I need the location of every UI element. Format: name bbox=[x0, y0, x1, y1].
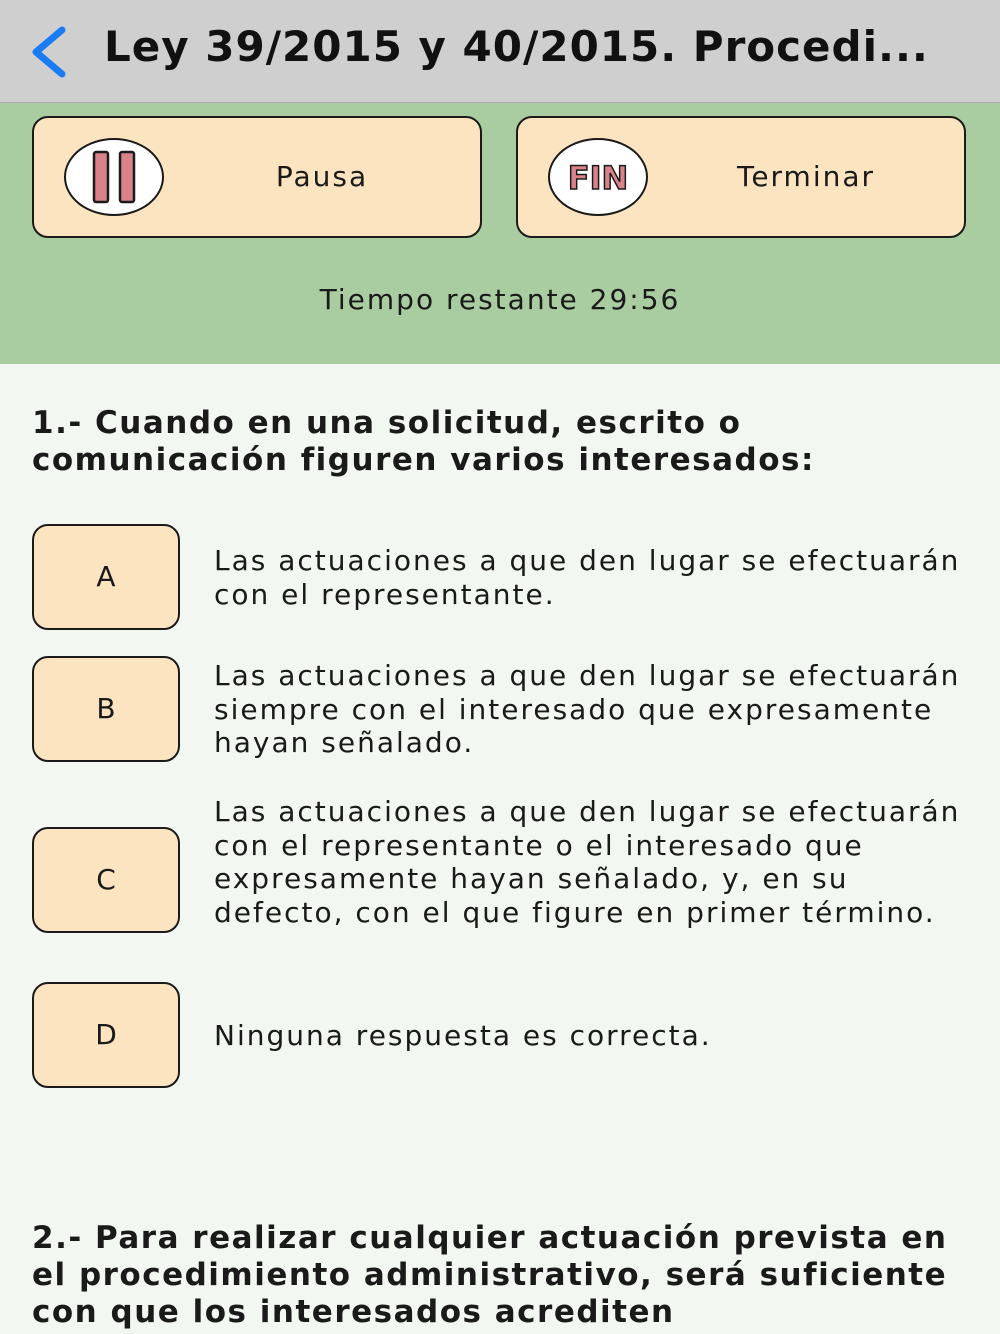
pause-icon bbox=[64, 138, 164, 216]
option-b-button[interactable]: B bbox=[32, 656, 180, 762]
nav-bar bbox=[0, 0, 1000, 103]
page-title: Ley 39/2015 y 40/2015. Procedi... bbox=[104, 22, 929, 71]
option-a-text: Las actuaciones a que den lugar se efectuarán con el representante. bbox=[214, 544, 961, 611]
pause-label: Pausa bbox=[275, 160, 369, 193]
option-c-button[interactable]: C bbox=[32, 827, 180, 933]
option-c-text: Las actuaciones a que den lugar se efectuarán con el representante o el interesado que expresamente hayan señalado, y, en su defecto, con el que figure en primer término. bbox=[214, 795, 961, 929]
question-title: 2.- Para realizar cualquier actuación prevista en el procedimiento administrativo, será suficiente con que los interesados acrediten bbox=[32, 1220, 948, 1330]
finish-button[interactable] bbox=[516, 116, 966, 238]
fin-icon-text: FIN bbox=[567, 159, 629, 197]
option-a-button[interactable]: A bbox=[32, 524, 180, 630]
option-d-text: Ninguna respuesta es correcta. bbox=[214, 1019, 712, 1052]
pause-button[interactable] bbox=[32, 116, 482, 238]
option-b-text: Las actuaciones a que den lugar se efectuarán siempre con el interesado que expresamente hayan señalado. bbox=[214, 659, 961, 759]
chevron-left-icon[interactable] bbox=[26, 26, 72, 78]
control-panel bbox=[0, 103, 1000, 364]
timer-text: Tiempo restante 29:56 bbox=[319, 283, 681, 316]
question-title: 1.- Cuando en una solicitud, escrito o comunicación figuren varios interesados: bbox=[32, 405, 815, 478]
finish-label: Terminar bbox=[736, 160, 876, 193]
fin-icon bbox=[548, 138, 648, 216]
option-d-button[interactable]: D bbox=[32, 982, 180, 1088]
